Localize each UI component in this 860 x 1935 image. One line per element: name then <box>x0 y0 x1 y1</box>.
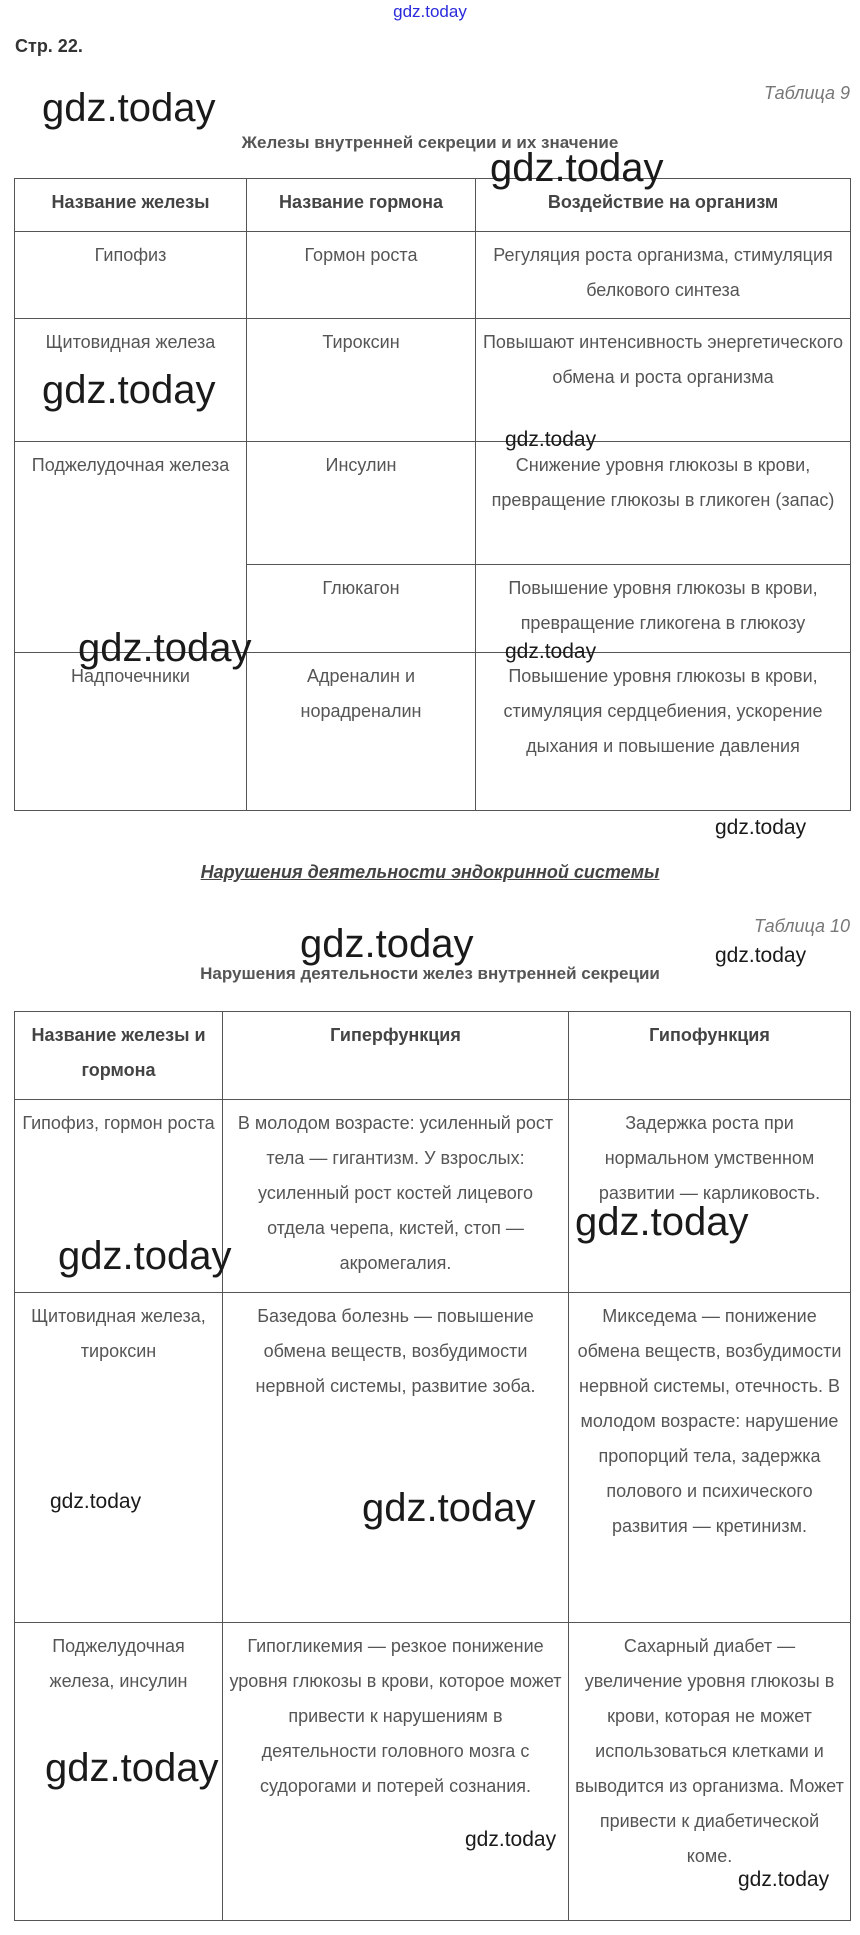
watermark: gdz.today <box>50 1490 142 1513</box>
hormone-cell: Инсулин <box>247 442 476 565</box>
watermark: gdz.today <box>715 944 807 967</box>
gland-cell: Гипофиз, гормон роста <box>15 1100 223 1293</box>
table-9-header-row <box>15 179 851 232</box>
section-title: Нарушения деятельности эндокринной системы <box>200 862 660 882</box>
watermark: gdz.today <box>362 1486 536 1530</box>
gland-cell: Надпочечники <box>15 653 247 811</box>
hypo-cell: Микседема — понижение обмена веществ, возбудимости нервной системы, отечность. В молодом возрасте: нарушение пропорций тела, задержка полового и психического развития — кретинизм. <box>569 1293 851 1623</box>
watermark: gdz.today <box>300 922 474 966</box>
table-row <box>15 442 851 565</box>
table-9-title: Железы внутренней секреции и их значение <box>241 133 619 152</box>
watermark: gdz.today <box>505 640 597 663</box>
watermark: gdz.today <box>490 146 664 190</box>
table-row <box>15 319 851 442</box>
hyper-cell: В молодом возрасте: усиленный рост тела — гигантизм. У взрослых: усиленный рост костей лицевого отдела черепа, кистей, стоп — акромегалия. <box>223 1100 569 1293</box>
table-9-header-effect: Воздействие на организм <box>476 179 851 232</box>
effect-cell: Снижение уровня глюкозы в крови, превращение глюкозы в гликоген (запас) <box>476 442 851 565</box>
table-9-header-gland: Название железы <box>15 179 247 232</box>
effect-cell: Повышение уровня глюкозы в крови, превращение гликогена в глюкозу <box>476 565 851 653</box>
watermark: gdz.today <box>78 626 252 670</box>
gland-cell: Щитовидная железа, тироксин <box>15 1293 223 1623</box>
gland-cell: Поджелудочная железа <box>15 442 247 653</box>
table-9-header-hormone: Название гормона <box>247 179 476 232</box>
table-10 <box>14 1011 851 1921</box>
hypo-cell: Сахарный диабет — увеличение уровня глюкозы в крови, которая не может использоваться клетками и выводится из организма. Может привести к диабетической коме. <box>569 1623 851 1921</box>
hormone-cell: Глюкагон <box>247 565 476 653</box>
table-row <box>15 232 851 319</box>
gland-cell: Поджелудочная железа, инсулин <box>15 1623 223 1921</box>
watermark: gdz.today <box>575 1200 749 1244</box>
watermark: gdz.today <box>58 1234 232 1278</box>
hyper-cell: Гипогликемия — резкое понижение уровня глюкозы в крови, которое может привести к нарушениям в деятельности головного мозга с судорогами и потерей сознания. <box>223 1623 569 1921</box>
page-label: Стр. 22. <box>15 36 83 56</box>
hyper-cell: Базедова болезнь — повышение обмена веществ, возбудимости нервной системы, развитие зоба. <box>223 1293 569 1623</box>
effect-cell: Повышение уровня глюкозы в крови, стимуляция сердцебиения, ускорение дыхания и повышение давления <box>476 653 851 811</box>
table-10-title: Нарушения деятельности желез внутренней секреции <box>200 964 660 983</box>
effect-cell: Регуляция роста организма, стимуляция белкового синтеза <box>476 232 851 319</box>
hypo-cell: Задержка роста при нормальном умственном развитии — карликовость. <box>569 1100 851 1293</box>
table-10-header-row <box>15 1012 851 1100</box>
watermark: gdz.today <box>465 1828 557 1851</box>
table-10-header-hyper: Гиперфункция <box>223 1012 569 1100</box>
table-9 <box>14 178 851 811</box>
gland-cell: Гипофиз <box>15 232 247 319</box>
watermark: gdz.today <box>45 1746 219 1790</box>
table-row <box>15 653 851 811</box>
table-row <box>15 1623 851 1921</box>
effect-cell: Повышают интенсивность энергетического обмена и роста организма <box>476 319 851 442</box>
watermark: gdz.today <box>42 368 216 412</box>
watermark-top[interactable]: gdz.today <box>393 2 467 21</box>
table-10-header-hypo: Гипофункция <box>569 1012 851 1100</box>
table-10-header-gland: Название железы и гормона <box>15 1012 223 1100</box>
table-9-number: Таблица 9 <box>763 83 850 103</box>
watermark: gdz.today <box>738 1868 830 1891</box>
watermark: gdz.today <box>715 816 807 839</box>
watermark: gdz.today <box>42 86 216 130</box>
hormone-cell: Адреналин и норадреналин <box>247 653 476 811</box>
table-row <box>15 1293 851 1623</box>
watermark: gdz.today <box>505 428 597 451</box>
table-row <box>15 1100 851 1293</box>
gland-cell: Щитовидная железа <box>15 319 247 442</box>
table-10-number: Таблица 10 <box>753 916 850 936</box>
hormone-cell: Тироксин <box>247 319 476 442</box>
hormone-cell: Гормон роста <box>247 232 476 319</box>
